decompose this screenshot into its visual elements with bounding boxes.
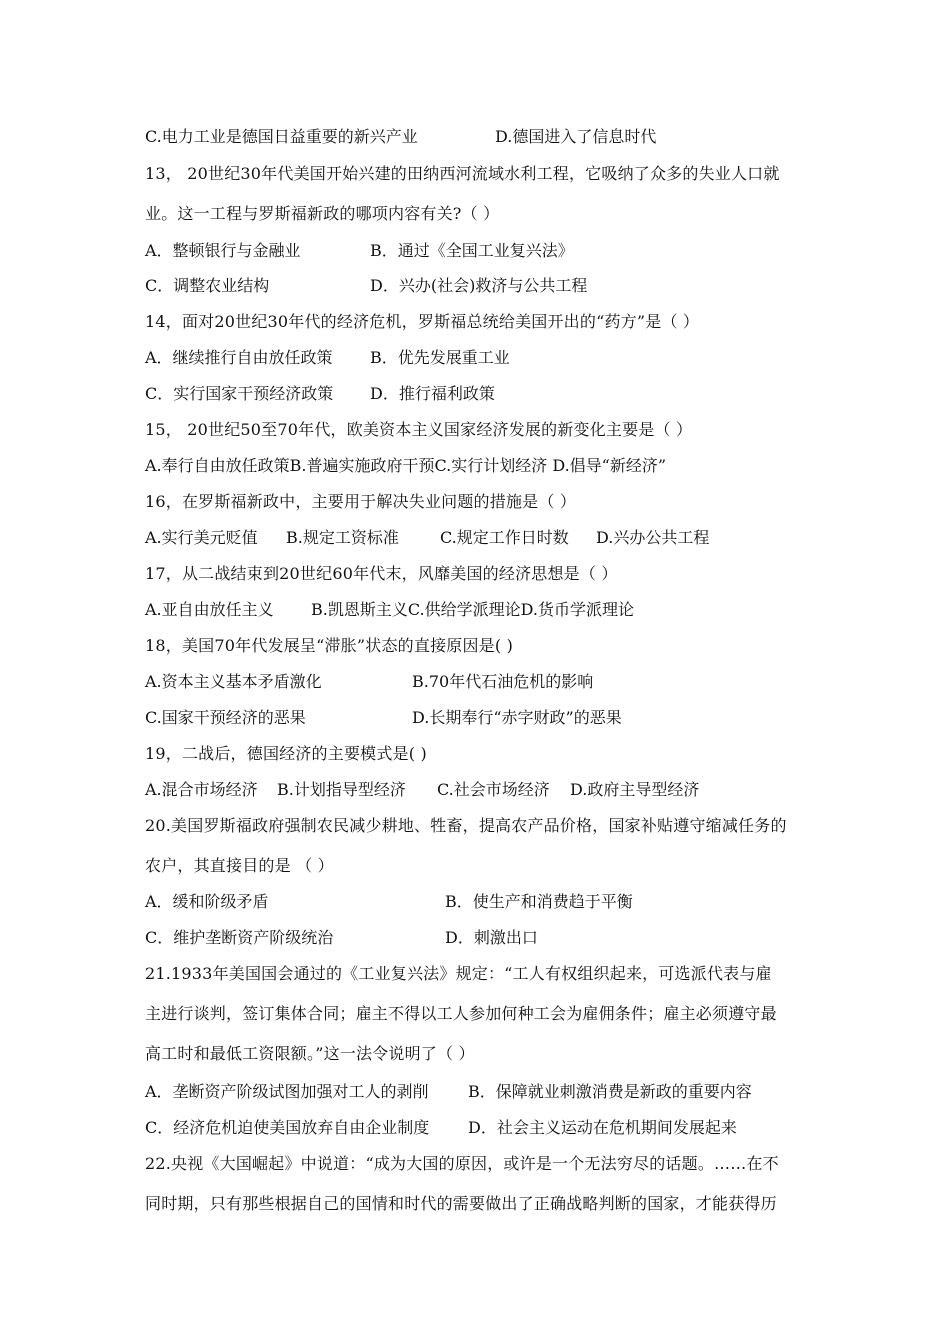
q19-option-a: A.混合市场经济: [145, 780, 258, 799]
q16-option-c: C.规定工作日时数: [440, 528, 569, 547]
q14-option-a: A．继续推行自由放任政策: [145, 348, 333, 367]
q21-stem-line1: 21.1933年美国国会通过的《工业复兴法》规定：“工人有权组织起来，可选派代表与雇: [145, 964, 772, 983]
q20-stem-line1: 20.美国罗斯福政府强制农民减少耕地、牲畜，提高农产品价格，国家补贴遵守缩减任务的: [145, 816, 787, 835]
q13-option-a: A．整顿银行与金融业: [145, 241, 301, 260]
q22-stem-line1: 22.央视《大国崛起》中说道：“成为大国的原因，或许是一个无法穷尽的话题。……在不: [145, 1154, 779, 1173]
q15-options: A.奉行自由放任政策B.普遍实施政府干预C.实行计划经济 D.倡导“新经济”: [145, 456, 667, 475]
q21-stem-line3: 高工时和最低工资限额。”这一法令说明了（ ）: [145, 1044, 475, 1063]
q14-option-b: B．优先发展重工业: [370, 348, 510, 367]
q17-option-a: A.亚自由放任主义: [145, 600, 274, 619]
q18-option-a: A.资本主义基本矛盾激化: [145, 672, 322, 691]
q18-option-b: B.70年代石油危机的影响: [412, 672, 594, 691]
q21-option-c: C．经济危机迫使美国放弃自由企业制度: [145, 1118, 430, 1137]
q16-option-a: A.实行美元贬值: [145, 528, 258, 547]
q21-option-d: D．社会主义运动在危机期间发展起来: [468, 1118, 737, 1137]
q12-option-c: C.电力工业是德国日益重要的新兴产业: [145, 127, 418, 146]
q20-option-b: B．使生产和消费趋于平衡: [445, 892, 633, 911]
q18-stem: 18，美国70年代发展呈“滞胀”状态的直接原因是( ): [145, 636, 514, 655]
q16-stem: 16，在罗斯福新政中，主要用于解决失业问题的措施是（ ）: [145, 492, 577, 511]
q13-option-d: D．兴办(社会)救济与公共工程: [370, 276, 588, 295]
q20-stem-line2: 农户，其直接目的是 （ ）: [145, 856, 334, 875]
q12-option-d: D.德国进入了信息时代: [495, 127, 657, 146]
q14-stem: 14，面对20世纪30年代的经济危机，罗斯福总统给美国开出的“药方”是（ ）: [145, 312, 700, 331]
q21-stem-line2: 主进行谈判，签订集体合同；雇主不得以工人参加何种工会为雇佣条件；雇主必须遵守最: [145, 1004, 777, 1023]
q19-option-c: C.社会市场经济: [437, 780, 550, 799]
q21-option-a: A．垄断资产阶级试图加强对工人的剥削: [145, 1082, 429, 1101]
q20-option-d: D．刺激出口: [445, 928, 538, 947]
q16-option-b: B.规定工资标准: [286, 528, 399, 547]
q13-option-b: B．通过《全国工业复兴法》: [370, 241, 574, 260]
q16-option-d: D.兴办公共工程: [596, 528, 710, 547]
q19-stem: 19，二战后，德国经济的主要模式是( ): [145, 744, 427, 763]
q14-option-d: D．推行福利政策: [370, 384, 495, 403]
q18-option-c: C.国家干预经济的恶果: [145, 708, 306, 727]
q17-options-bcd: B.凯恩斯主义C.供给学派理论D.货币学派理论: [311, 600, 634, 619]
q21-option-b: B．保障就业刺激消费是新政的重要内容: [468, 1082, 752, 1101]
q13-option-c: C．调整农业结构: [145, 276, 270, 295]
q18-option-d: D.长期奉行“赤字财政”的恶果: [412, 708, 622, 727]
q19-option-b: B.计划指导型经济: [277, 780, 406, 799]
q17-stem: 17，从二战结束到20世纪60年代末，风靡美国的经济思想是（ ）: [145, 564, 618, 583]
q13-stem-line2: 业。这一工程与罗斯福新政的哪项内容有关?（ ）: [145, 204, 500, 223]
q22-stem-line2: 同时期，只有那些根据自己的国情和时代的需要做出了正确战略判断的国家，才能获得历: [145, 1194, 777, 1213]
q13-stem-line1: 13， 20世纪30年代美国开始兴建的田纳西河流域水利工程，它吸纳了众多的失业人口就: [145, 164, 780, 183]
q20-option-a: A．缓和阶级矛盾: [145, 892, 269, 911]
q19-option-d: D.政府主导型经济: [570, 780, 700, 799]
q20-option-c: C．维护垄断资产阶级统治: [145, 928, 334, 947]
q14-option-c: C．实行国家干预经济政策: [145, 384, 334, 403]
q15-stem: 15， 20世纪50至70年代，欧美资本主义国家经济发展的新变化主要是（ ）: [145, 420, 693, 439]
